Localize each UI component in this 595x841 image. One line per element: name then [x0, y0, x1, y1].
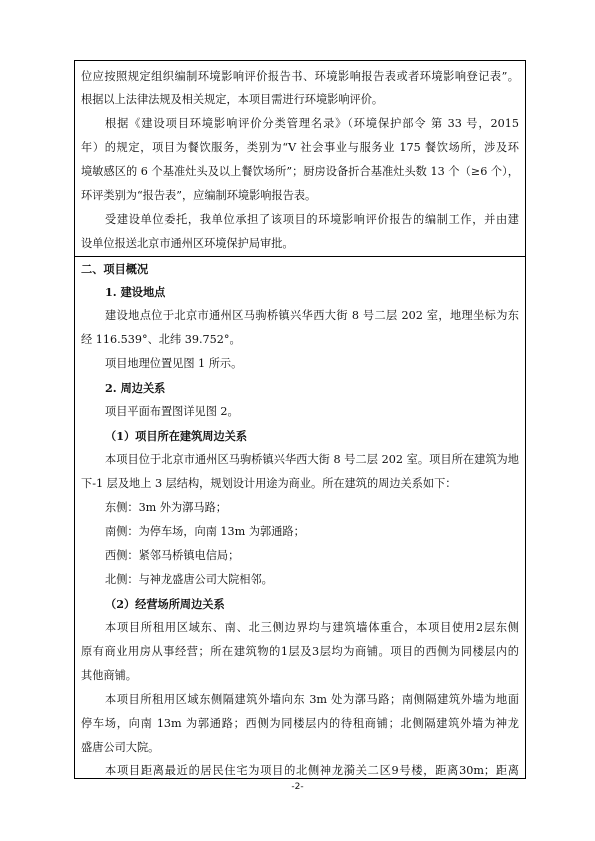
text-line: 南侧：为停车场，向南 13m 为郭通路； [105, 525, 305, 538]
text-line: 根据以上法律法规及相关规定，本项目需进行环境影响评价。 [81, 93, 384, 106]
text-line: 项目平面布置图详见图 2。 [105, 405, 239, 418]
text-line: 年）的规定，项目为餐饮服务，类别为“V 社会事业与服务业 175 餐饮场所，涉及环 [81, 141, 519, 154]
text-line: 位应按照规定组织编制环境影响评价报告书、环境影响报告表或者环境影响登记表”。 [81, 70, 519, 83]
subsection-heading: 2. 周边关系 [105, 381, 166, 395]
text-line: 根据《建设项目环境影响评价分类管理名录》（环境保护部令 第 33 号，2015 [105, 117, 519, 130]
text-line: 盛唐公司大院。 [81, 741, 160, 754]
text-line: 环评类别为“报告表”，应编制环境影响报告表。 [81, 189, 317, 202]
content-frame [74, 60, 526, 779]
text-line: 本项目位于北京市通州区马驹桥镇兴华西大街 8 号二层 202 室。项目所在建筑为地 [105, 453, 519, 466]
section-divider [75, 256, 525, 257]
text-line: 下-1 层及地上 3 层结构，规划设计用途为商业。所在建筑的周边关系如下： [81, 477, 457, 490]
page-number: -2- [291, 782, 304, 792]
text-line: 北侧：与神龙盛唐公司大院相邻。 [105, 573, 273, 586]
text-line: 本项目所租用区域东、南、北三侧边界均与建筑墙体重合，本项目使用2层东侧 [105, 621, 519, 634]
text-line: 东侧：3m 外为漷马路； [105, 501, 227, 514]
text-line: 项目地理位置见图 1 所示。 [105, 357, 243, 370]
text-line: 本项目距离最近的居民住宅为项目的北侧神龙漪关二区9号楼，距离30m；距离 [105, 764, 519, 777]
text-line: 经 116.539°、北纬 39.752°。 [81, 333, 241, 346]
section-heading: 二、项目概况 [81, 262, 149, 276]
text-line: 其他商铺。 [81, 669, 137, 682]
text-line: 受建设单位委托，我单位承担了该项目的环境影响评价报告的编制工作，并由建 [105, 213, 519, 226]
subsection-heading: 1. 建设地点 [105, 285, 166, 299]
subsection-heading: （1）项目所在建筑周边关系 [105, 429, 248, 443]
text-line: 境敏感区的 6 个基准灶头及以上餐饮场所”；厨房设备折合基准灶头数 13 个（≥6 个）， [81, 165, 519, 178]
text-line: 设单位报送北京市通州区环境保护局审批。 [81, 237, 294, 250]
text-line: 西侧：紧邻马桥镇电信局； [105, 549, 240, 562]
subsection-heading: （2）经营场所周边关系 [105, 597, 225, 611]
text-line: 原有商业用房从事经营；所在建筑物的1层及3层均为商铺。项目的西侧为同楼层内的 [81, 645, 519, 658]
text-line: 停车场，向南 13m 为郭通路；西侧为同楼层内的待租商铺；北侧隔建筑外墙为神龙 [81, 717, 519, 730]
text-line: 本项目所租用区域东侧隔建筑外墙向东 3m 处为漷马路；南侧隔建筑外墙为地面 [105, 693, 519, 706]
text-line: 建设地点位于北京市通州区马驹桥镇兴华西大街 8 号二层 202 室，地理坐标为东 [105, 309, 519, 322]
